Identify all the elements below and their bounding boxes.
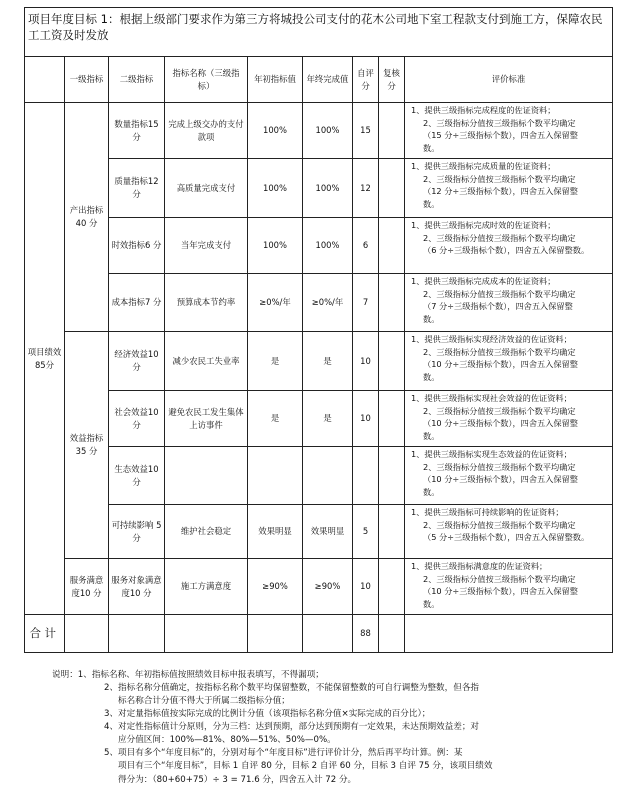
start-value-cell: 效果明显 [248,505,303,559]
criteria-line: 2、三级指标分值按三级指标个数平均确定 [423,405,576,416]
criteria-line: （10 分÷三级指标个数），四舍五入保留整 [423,418,578,429]
criteria-line: 数。 [423,599,440,610]
start-value-cell: 100% [248,159,303,218]
review-score-cell [379,218,405,274]
note-line: 项目有三个“年度目标”，目标 1 自评 80 分，目标 2 自评 60 分，目标 3 自评 75 分，该项目绩效 [118,761,493,772]
criteria-line: 1、提供三级指标完成时效的佐证资料； [411,220,556,230]
indicator-name-cell: 完成上级交办的支付款项 [165,103,248,159]
level2-cell: 服务对象满意度10 分 [109,559,165,615]
criteria-line: 2、三级指标分值按三级指标个数平均确定 [423,288,576,299]
indicator-name-cell: 高质量完成支付 [165,159,248,218]
start-value-cell [248,447,303,505]
criteria-cell [405,332,613,391]
criteria-line: 2、三级指标分值按三级指标个数平均确定 [423,519,576,530]
level2-cell: 质量指标12 分 [109,159,165,218]
header-end-value: 年终完成值 [303,57,353,103]
criteria-line: 2、三级指标分值按三级指标个数平均确定 [423,173,576,184]
end-value-cell: 是 [303,391,353,447]
review-score-cell [379,274,405,332]
criteria-line: 数。 [423,314,440,325]
level2-cell: 生态效益10 分 [109,447,165,505]
start-value-cell: 100% [248,218,303,274]
criteria-line: 1、提供三级指标满意度的佐证资料； [411,561,548,571]
criteria-line: （15 分÷三级指标个数），四舍五入保留整 [423,130,578,141]
criteria-line: 数。 [423,487,440,498]
criteria-line: 数。 [423,143,440,154]
table-row [25,274,613,332]
blank-cell [65,615,109,653]
indicator-name-cell: 维护社会稳定 [165,505,248,559]
notes-section [52,669,624,787]
criteria-line: 2、三级指标分值按三级指标个数平均确定 [423,232,576,243]
annual-goal-title: 项目年度目标 1：根据上级部门要求作为第三方将城投公司支付的花木公司地下室工程款支付到施工方，保障农民工工资及时发放 [25,8,613,57]
indicator-name-cell: 当年完成支付 [165,218,248,274]
review-score-cell [379,103,405,159]
blank-cell [109,615,165,653]
note-line: 标名称合计分值不得大于所属二级指标分值； [118,696,290,707]
criteria-line: 1、提供三级指标完成程度的佐证资料； [411,105,556,115]
header-criteria: 评价标准 [405,57,613,103]
note-line: 2、指标名称分值确定，按指标名称个数平均保留整数，不能保留整数的可自行调整为整数，但各指 [104,683,480,694]
header-indicator-name: 指标名称（三级指标） [165,57,248,103]
criteria-cell [405,391,613,447]
end-value-cell: 是 [303,332,353,391]
self-score-cell: 7 [353,274,379,332]
end-value-cell: ≥0%/年 [303,274,353,332]
criteria-line: 2、三级指标分值按三级指标个数平均确定 [423,117,576,128]
table-row [25,447,613,505]
start-value-cell: 是 [248,391,303,447]
review-score-cell [379,559,405,615]
self-score-cell: 15 [353,103,379,159]
level2-cell: 社会效益10 分 [109,391,165,447]
review-score-cell [379,505,405,559]
table-row [25,505,613,559]
indicator-name-cell [165,447,248,505]
start-value-cell: 是 [248,332,303,391]
self-score-cell [353,447,379,505]
self-score-cell: 10 [353,332,379,391]
table-row [25,103,613,159]
criteria-line: （10 分÷三级指标个数），四舍五入保留整 [423,359,578,370]
end-value-cell: ≥90% [303,559,353,615]
criteria-line: 1、提供三级指标可持续影响的佐证资料； [411,507,564,517]
criteria-line: 1、提供三级指标实现社会效益的佐证资料； [411,393,572,403]
criteria-cell [405,274,613,332]
start-value-cell: ≥0%/年 [248,274,303,332]
review-score-cell [379,391,405,447]
criteria-line: 2、三级指标分值按三级指标个数平均确定 [423,461,576,472]
criteria-line: 数。 [423,431,440,442]
note-line: 3、对定量指标值按实际完成的比例计分值（该项指标名称分值×实际完成的百分比）； [104,709,431,720]
level2-cell: 时效指标6 分 [109,218,165,274]
criteria-line: （12 分÷三级指标个数），四舍五入保留整 [423,186,578,197]
indicator-name-cell: 预算成本节约率 [165,274,248,332]
table-row [25,218,613,274]
note-line: 得分为：（80+60+75）÷ 3 = 71.6 分，四舍五入计 72 分。 [118,774,357,785]
criteria-line: （7 分÷三级指标个数），四舍五入保留整 [423,301,573,312]
blank-cell [303,615,353,653]
end-value-cell [303,447,353,505]
criteria-line: 1、提供三级指标完成质量的佐证资料； [411,161,556,171]
service-satisfaction-label: 服务满意度10 分 [65,559,109,615]
level2-cell: 可持续影响 5 分 [109,505,165,559]
table-row [25,159,613,218]
table-row [25,391,613,447]
criteria-line: （10 分÷三级指标个数），四舍五入保留整 [423,474,578,485]
criteria-line: 1、提供三级指标实现经济效益的佐证资料； [411,334,572,344]
header-start-value: 年初指标值 [248,57,303,103]
criteria-line: （6 分÷三级指标个数），四舍五入保留整数。 [423,245,590,256]
header-review-score: 复核分 [379,57,405,103]
self-score-cell: 6 [353,218,379,274]
criteria-line: 数。 [423,372,440,383]
criteria-line: 1、提供三级指标实现生态效益的佐证资料； [411,449,572,459]
criteria-line: （10 分÷三级指标个数），四舍五入保留整 [423,586,578,597]
start-value-cell: 100% [248,103,303,159]
indicator-name-cell: 减少农民工失业率 [165,332,248,391]
criteria-line: 2、三级指标分值按三级指标个数平均确定 [423,346,576,357]
total-score: 88 [353,615,379,653]
blank-cell [379,615,405,653]
project-performance-label: 项目绩效85分 [25,103,65,615]
performance-evaluation-table [24,7,613,653]
criteria-cell [405,447,613,505]
note-line: 应分值区间：100%—81%、80%—51%、50%—0%。 [118,735,336,746]
note-line: 说明：1、指标名称、年初指标值按照绩效目标申报表填写，不得漏项； [52,670,324,680]
level2-cell: 经济效益10 分 [109,332,165,391]
blank-header-cell [25,57,65,103]
criteria-cell [405,159,613,218]
blank-cell [405,615,613,653]
criteria-cell [405,505,613,559]
self-score-cell: 10 [353,559,379,615]
review-score-cell [379,159,405,218]
self-score-cell: 5 [353,505,379,559]
benefit-indicator-label: 效益指标 35 分 [65,332,109,559]
criteria-cell [405,103,613,159]
criteria-line: （5 分÷三级指标个数），四舍五入保留整数。 [423,532,590,543]
table-row [25,332,613,391]
criteria-line: 数。 [423,199,440,210]
self-score-cell: 12 [353,159,379,218]
criteria-line: 1、提供三级指标完成成本的佐证资料； [411,276,556,286]
self-score-cell: 10 [353,391,379,447]
criteria-line: 2、三级指标分值按三级指标个数平均确定 [423,573,576,584]
criteria-cell [405,218,613,274]
indicator-name-cell: 避免农民工发生集体上访事件 [165,391,248,447]
blank-cell [165,615,248,653]
note-line: 5、项目有多个“年度目标”的，分别对每个“年度目标”进行评价计分，然后再平均计算。例：某 [104,748,463,759]
review-score-cell [379,332,405,391]
end-value-cell: 100% [303,218,353,274]
criteria-cell [405,559,613,615]
header-level2: 二级指标 [109,57,165,103]
total-label: 合计 [25,615,65,653]
blank-cell [248,615,303,653]
note-line: 4、对定性指标值计分原则，分为三档：达到预期，部分达到预期有一定效果，未达预期效益差；对 [104,722,480,733]
review-score-cell [379,447,405,505]
output-indicator-label: 产出指标 40 分 [65,103,109,332]
end-value-cell: 效果明显 [303,505,353,559]
total-row [25,615,613,653]
end-value-cell: 100% [303,103,353,159]
level2-cell: 成本指标7 分 [109,274,165,332]
header-self-score: 自评分 [353,57,379,103]
header-level1: 一级指标 [65,57,109,103]
indicator-name-cell: 施工方满意度 [165,559,248,615]
end-value-cell: 100% [303,159,353,218]
start-value-cell: ≥90% [248,559,303,615]
level2-cell: 数量指标15 分 [109,103,165,159]
table-row [25,559,613,615]
